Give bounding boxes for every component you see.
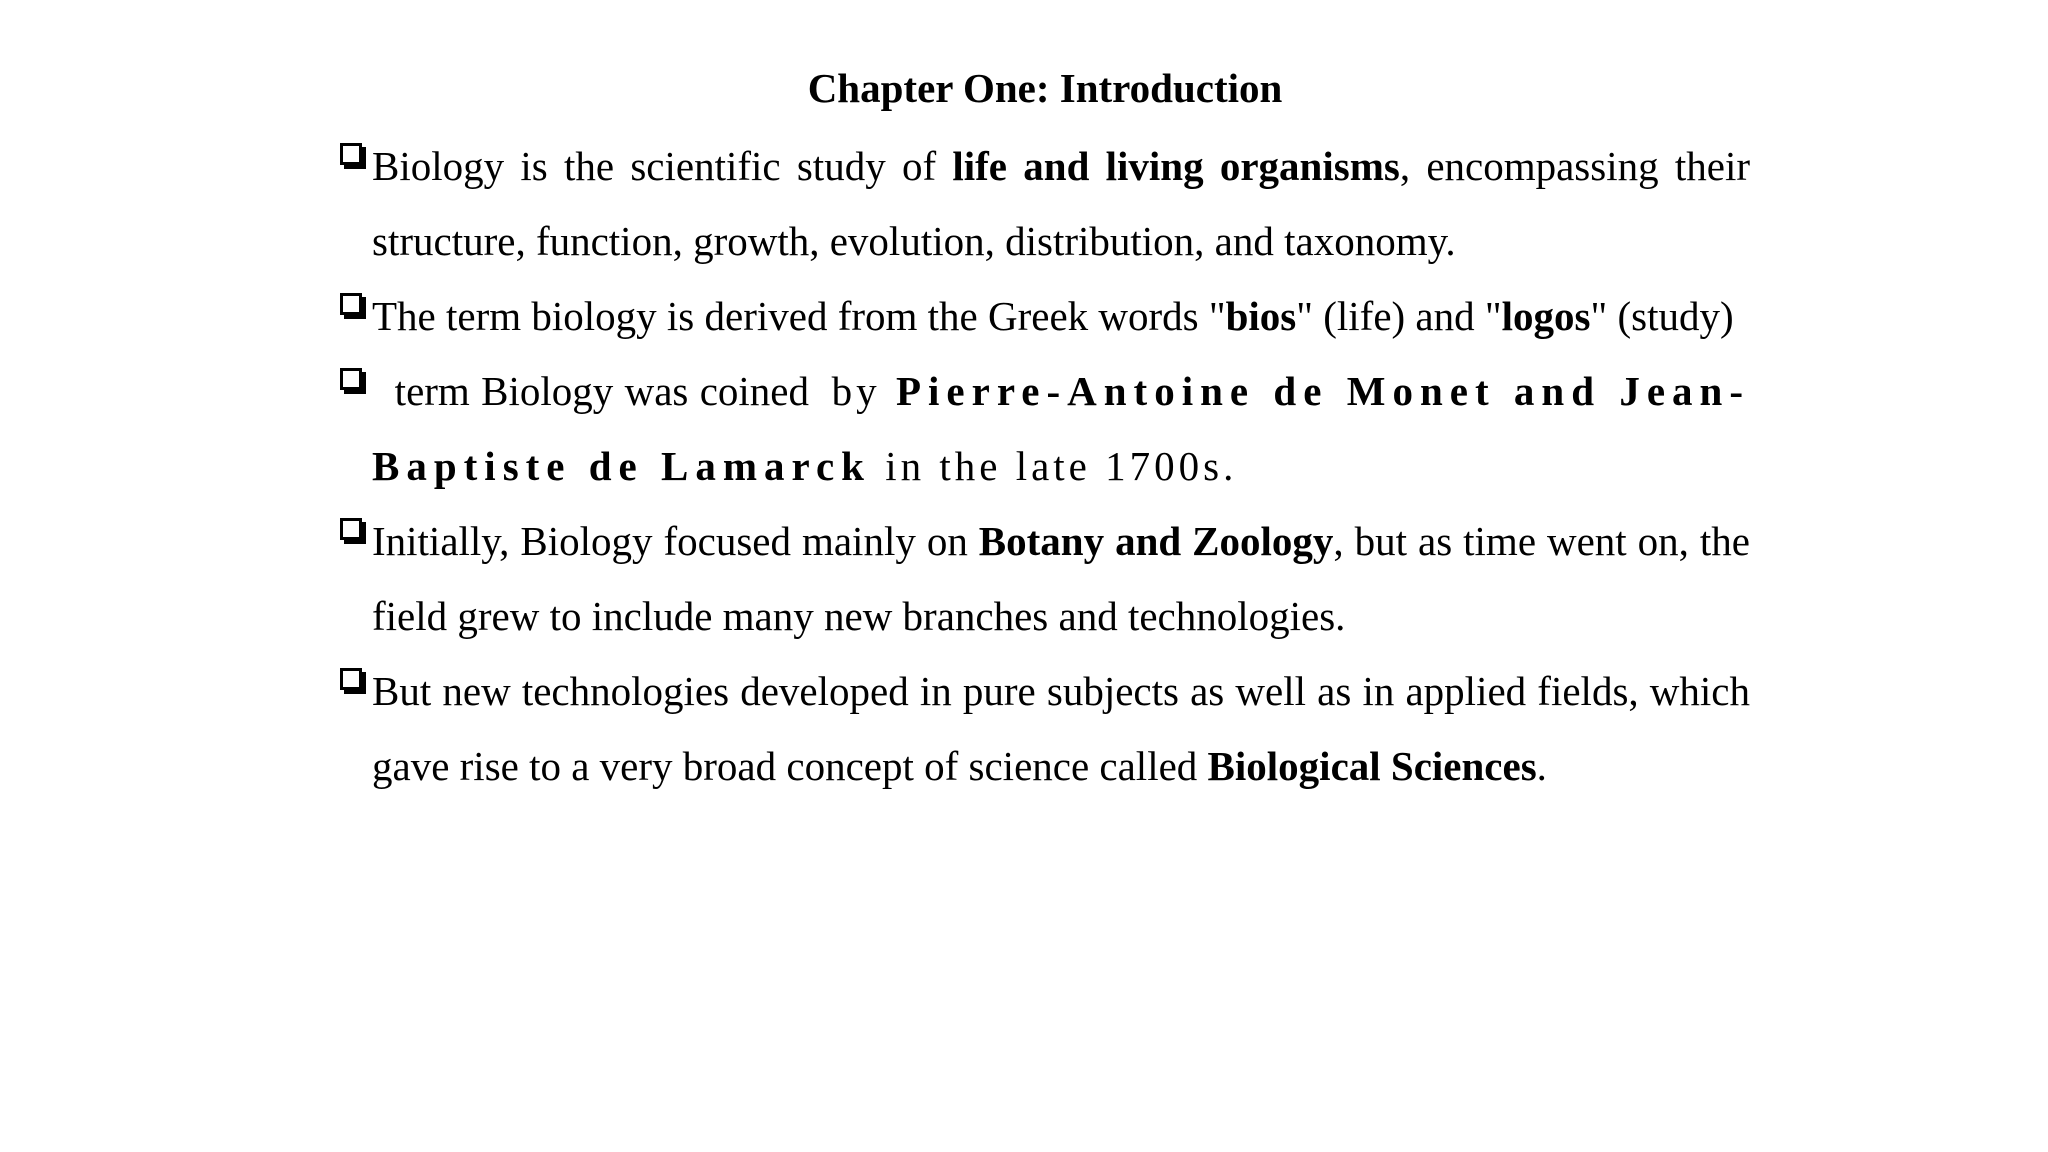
list-item <box>340 129 1750 279</box>
checkbox-bullet-icon <box>340 293 362 315</box>
bullet-text: , but as time went on, the field grew to include many new branches and technologies. <box>372 518 1750 639</box>
list-item <box>340 504 1750 654</box>
bullet-text: in the late 1700s. <box>870 443 1238 489</box>
bullet-text: The term biology is derived from the Greek words " <box>372 293 1226 339</box>
bullet-text: term Biology was coined <box>372 368 832 414</box>
checkbox-bullet-icon <box>340 368 362 390</box>
bullet-bold-text: life and living organisms <box>952 143 1400 189</box>
bullet-text: Initially, Biology focused mainly on <box>372 518 979 564</box>
bullet-bold-text: Pierre-Antoine de Monet and Jean-Baptiste de Lamarck <box>372 368 1751 489</box>
bullet-text: by <box>831 368 896 414</box>
bullet-bold-text: Botany and Zoology <box>978 518 1334 564</box>
bullet-text: " (study) <box>1590 293 1734 339</box>
page-title: Chapter One: Introduction <box>807 65 1283 111</box>
bullet-list <box>340 129 1750 804</box>
checkbox-bullet-icon <box>340 518 362 540</box>
bullet-bold-text: bios <box>1225 293 1297 339</box>
checkbox-bullet-icon <box>340 668 362 690</box>
bullet-bold-text: Biological Sciences <box>1207 743 1537 789</box>
bullet-text: " (life) and " <box>1296 293 1502 339</box>
list-item <box>340 279 1750 354</box>
bullet-text: , encompassing their structure, function, growth, evolution, distribution, and taxonomy. <box>372 143 1750 264</box>
bullet-text: But new technologies developed in pure subjects as well as in applied fields, which gave rise to a very broad concept of science called <box>372 668 1750 789</box>
bullet-text: Biology is the scientific study of <box>372 143 953 189</box>
bullet-bold-text: logos <box>1501 293 1591 339</box>
checkbox-bullet-icon <box>340 143 362 165</box>
list-item <box>340 654 1750 804</box>
list-item <box>340 354 1750 504</box>
bullet-text: . <box>1536 743 1547 789</box>
